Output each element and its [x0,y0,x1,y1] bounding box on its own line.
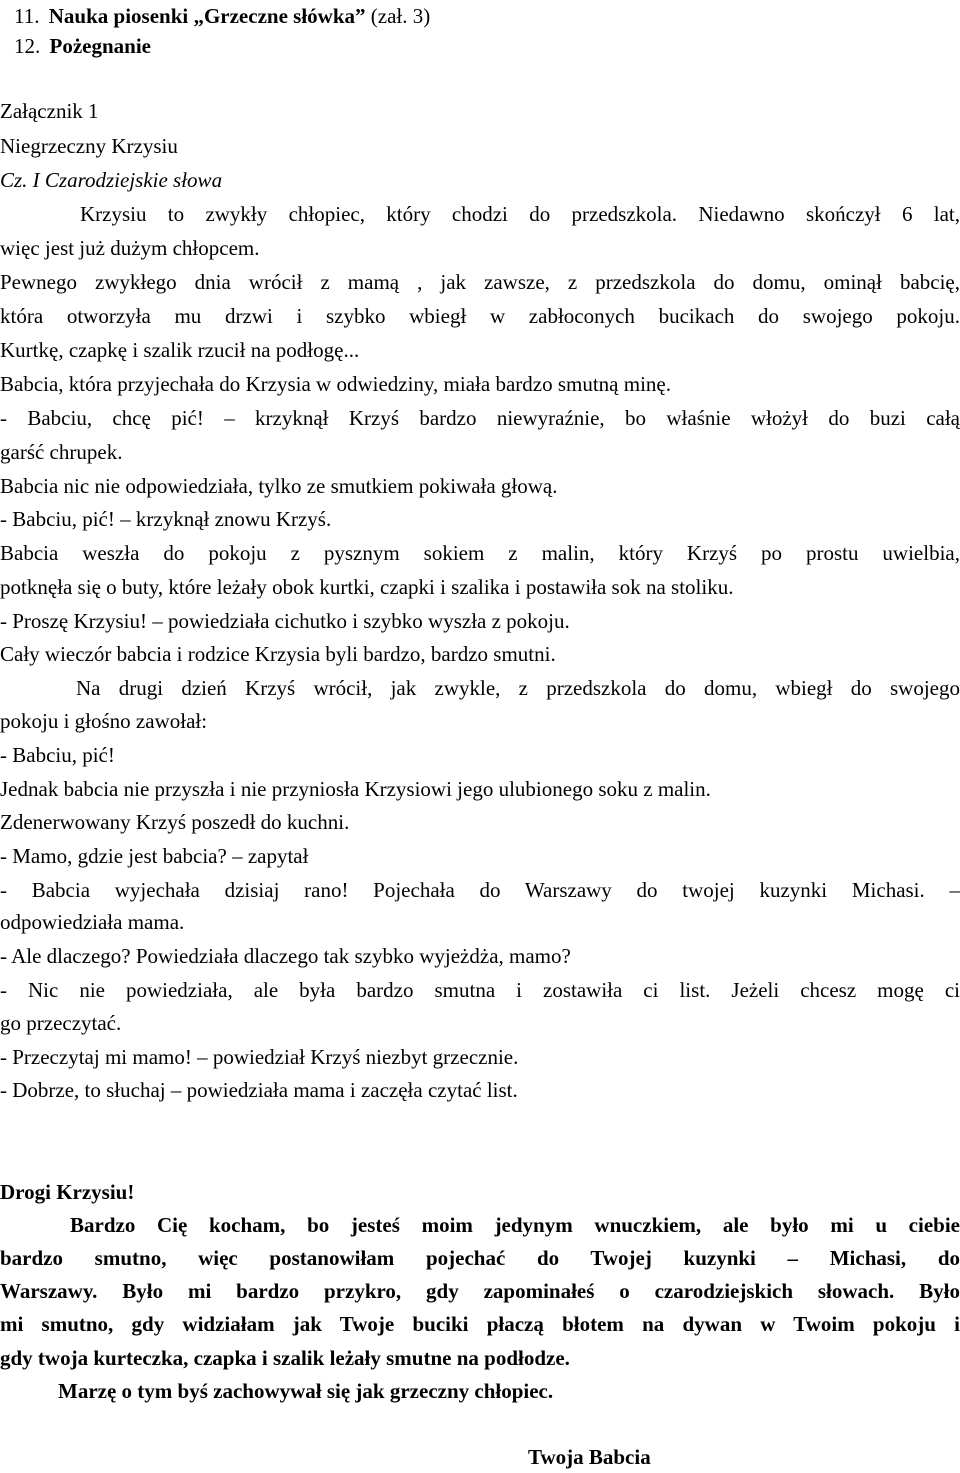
story-line: Babcia nic nie odpowiedziała, tylko ze smutkiem pokiwała głową. [0,474,558,498]
story-line: potknęła się o buty, które leżały obok kurtki, czapki i szalika i postawiła sok na stoliku. [0,575,734,599]
letter-line: Marzę o tym byś zachowywał się jak grzeczny chłopiec. [58,1379,554,1403]
story-line: - Babciu, pić! – krzyknął znowu Krzyś. [0,507,332,531]
story-title: Niegrzeczny Krzysiu [0,134,178,158]
story-line: pokoju i głośno zawołał: [0,709,208,733]
story-line: Babcia, która przyjechała do Krzysia w odwiedziny, miała bardzo smutną minę. [0,372,671,396]
story-line: Zdenerwowany Krzyś poszedł do kuchni. [0,810,350,834]
story-line: garść chrupek. [0,440,123,464]
story-line: Krzysiu to zwykły chłopiec, który chodzi do przedszkola. Niedawno skończył 6 lat, [80,202,960,226]
letter-greeting: Drogi Krzysiu! [0,1180,135,1204]
story-line: Cały wieczór babcia i rodzice Krzysia byli bardzo, bardzo smutni. [0,642,556,666]
story-line: - Nic nie powiedziała, ale była bardzo smutna i zostawiła ci list. Jeżeli chcesz mogę ci [0,978,960,1002]
letter-line: bardzo smutno, więc postanowiłam pojechać do Twojej kuzynki – Michasi, do [0,1246,960,1270]
story-line: - Proszę Krzysiu! – powiedziała cichutko i szybko wyszła z pokoju. [0,609,570,633]
letter-line: gdy twoja kurteczka, czapka i szalik leżały smutne na podłodze. [0,1346,570,1370]
story-line: - Dobrze, to słuchaj – powiedziała mama i zaczęła czytać list. [0,1078,518,1102]
story-line: Jednak babcia nie przyszła i nie przyniosła Krzysiowi jego ulubionego soku z malin. [0,777,711,801]
story-line: - Babciu, chcę pić! – krzyknął Krzyś bardzo niewyraźnie, bo właśnie włożył do buzi całą [0,406,960,430]
toc-item-12 [14,32,960,60]
attachment-label: Załącznik 1 [0,99,99,123]
story-line: Kurtkę, czapkę i szalik rzucił na podłogę... [0,338,360,362]
toc-item-12-title: Pożegnanie [49,34,151,58]
story-line: - Ale dlaczego? Powiedziała dlaczego tak szybko wyjeżdża, mamo? [0,944,571,968]
story-line: Pewnego zwykłego dnia wrócił z mamą , jak zawsze, z przedszkola do domu, ominął babcię, [0,270,960,294]
toc-item-11-note: (zał. 3) [365,4,431,28]
toc-item-12-number: 12. [14,34,41,58]
story-line: - Mamo, gdzie jest babcia? – zapytał [0,844,309,868]
story-line: która otworzyła mu drzwi i szybko wbiegł w zabłoconych bucikach do swojego pokoju. [0,304,960,328]
story-line: - Przeczytaj mi mamo! – powiedział Krzyś niezbyt grzecznie. [0,1045,519,1069]
story-line: więc jest już dużym chłopcem. [0,236,260,260]
story-part-title: Cz. I Czarodziejskie słowa [0,168,223,192]
letter-line: mi smutno, gdy widziałam jak Twoje buciki płaczą błotem na dywan w Twoim pokoju i [0,1312,960,1336]
letter-signature: Twoja Babcia [528,1445,651,1469]
story-line: Na drugi dzień Krzyś wrócił, jak zwykle, z przedszkola do domu, wbiegł do swojego [76,676,960,700]
story-line: go przeczytać. [0,1011,122,1035]
letter-line: Warszawy. Było mi bardzo przykro, gdy zapominałeś o czarodziejskich słowach. Było [0,1279,960,1303]
story-line: Babcia weszła do pokoju z pysznym sokiem z malin, który Krzyś po prostu uwielbia, [0,541,960,565]
toc-item-11 [14,2,960,30]
story-line: odpowiedziała mama. [0,910,185,934]
story-line: - Babcia wyjechała dzisiaj rano! Pojechała do Warszawy do twojej kuzynki Michasi. – [0,878,960,902]
toc-item-11-title: Nauka piosenki „Grzeczne słówka” [48,4,366,28]
toc-item-11-number: 11. [14,4,40,28]
story-line: - Babciu, pić! [0,743,115,767]
letter-line: Bardzo Cię kocham, bo jesteś moim jedynym wnuczkiem, ale było mi u ciebie [70,1213,960,1237]
